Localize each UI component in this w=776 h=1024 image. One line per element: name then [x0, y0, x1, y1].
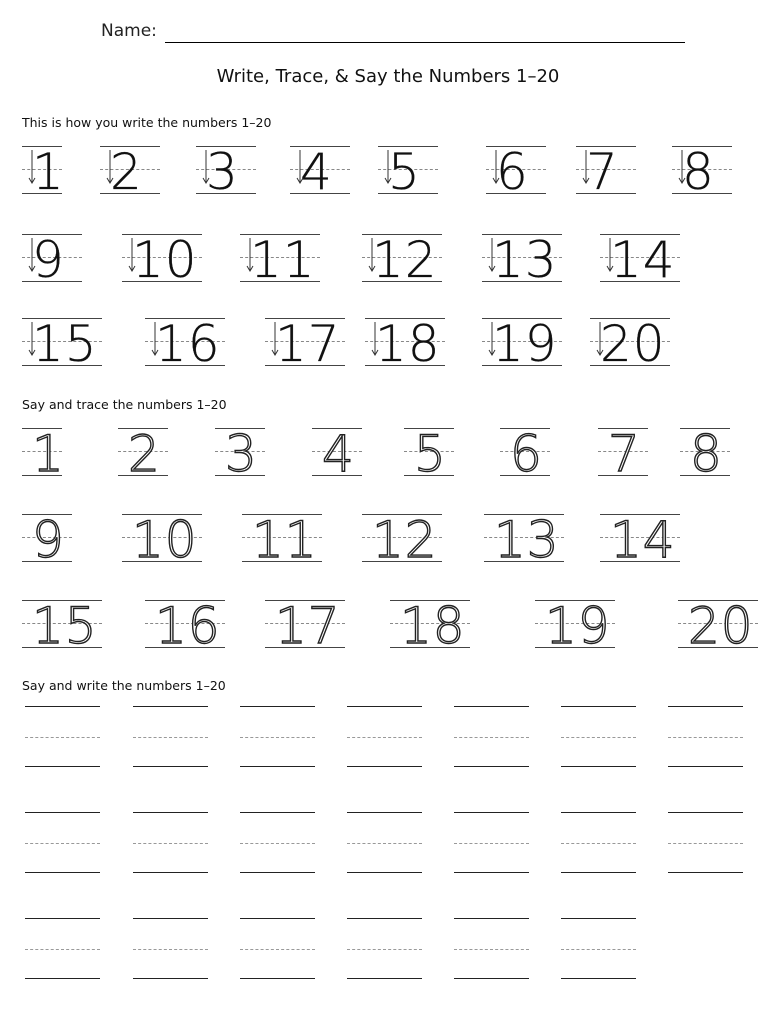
stroke-order-arrow-icon [603, 236, 617, 276]
practice-midline [25, 843, 100, 844]
practice-baseline[interactable] [25, 766, 100, 767]
practice-top-line [347, 918, 422, 919]
trace-number-cell[interactable] [242, 508, 322, 568]
model-number: 19 [492, 315, 558, 373]
practice-midline [25, 949, 100, 950]
model-number: 6 [496, 143, 529, 201]
trace-number-cell[interactable] [22, 594, 102, 654]
trace-number: 15 [32, 597, 98, 655]
practice-midline [347, 949, 422, 950]
model-number-cell [22, 312, 102, 372]
model-number: 10 [132, 231, 198, 289]
trace-number-cell[interactable] [145, 594, 225, 654]
practice-top-line [25, 812, 100, 813]
trace-number: 1 [32, 425, 65, 483]
stroke-order-arrow-icon [25, 148, 39, 188]
model-number-cell [576, 140, 636, 200]
trace-number: 8 [690, 425, 723, 483]
practice-midline [25, 737, 100, 738]
practice-midline [133, 737, 208, 738]
model-number-cell [482, 312, 562, 372]
trace-number: 14 [610, 511, 676, 569]
stroke-order-arrow-icon [243, 236, 257, 276]
trace-number: 7 [608, 425, 641, 483]
practice-top-line [561, 812, 636, 813]
practice-top-line [347, 706, 422, 707]
model-number: 20 [600, 315, 666, 373]
practice-baseline[interactable] [240, 872, 315, 873]
model-number: 5 [388, 143, 421, 201]
practice-baseline[interactable] [347, 978, 422, 979]
model-number: 2 [110, 143, 143, 201]
practice-top-line [240, 706, 315, 707]
practice-top-line [25, 706, 100, 707]
practice-top-line [240, 812, 315, 813]
model-number: 11 [250, 231, 316, 289]
stroke-order-arrow-icon [485, 320, 499, 360]
model-number-cell [145, 312, 225, 372]
trace-number: 20 [688, 597, 754, 655]
trace-number: 13 [494, 511, 560, 569]
practice-top-line [25, 918, 100, 919]
practice-top-line [133, 918, 208, 919]
practice-baseline[interactable] [347, 766, 422, 767]
trace-number: 6 [510, 425, 543, 483]
model-number-cell [378, 140, 438, 200]
practice-midline [240, 737, 315, 738]
trace-number-cell[interactable] [680, 422, 730, 482]
trace-number-cell[interactable] [22, 508, 72, 568]
model-number-cell [365, 312, 445, 372]
model-number-cell [600, 228, 680, 288]
trace-number: 16 [155, 597, 221, 655]
stroke-order-arrow-icon [125, 236, 139, 276]
page-title: Write, Trace, & Say the Numbers 1–20 [216, 66, 560, 87]
trace-number-cell[interactable] [535, 594, 615, 654]
stroke-order-arrow-icon [381, 148, 395, 188]
model-number: 17 [275, 315, 341, 373]
trace-number: 3 [225, 425, 258, 483]
practice-top-line [454, 812, 529, 813]
stroke-order-arrow-icon [148, 320, 162, 360]
stroke-order-arrow-icon [368, 320, 382, 360]
trace-number-cell[interactable] [390, 594, 470, 654]
practice-baseline[interactable] [561, 872, 636, 873]
practice-midline [668, 843, 743, 844]
trace-number: 9 [32, 511, 65, 569]
practice-baseline[interactable] [347, 872, 422, 873]
practice-baseline[interactable] [25, 872, 100, 873]
model-number: 1 [32, 143, 65, 201]
trace-number: 17 [275, 597, 341, 655]
practice-midline [561, 843, 636, 844]
name-input-line[interactable] [165, 42, 685, 43]
trace-number-cell[interactable] [678, 594, 758, 654]
practice-midline [133, 949, 208, 950]
practice-midline [454, 737, 529, 738]
practice-baseline[interactable] [25, 978, 100, 979]
practice-midline [561, 737, 636, 738]
stroke-order-arrow-icon [365, 236, 379, 276]
practice-baseline[interactable] [240, 766, 315, 767]
model-number-cell [100, 140, 160, 200]
trace-number: 11 [252, 511, 318, 569]
practice-midline [133, 843, 208, 844]
practice-top-line [347, 812, 422, 813]
model-number-cell [240, 228, 320, 288]
model-number-cell [196, 140, 256, 200]
stroke-order-arrow-icon [489, 148, 503, 188]
practice-midline [561, 949, 636, 950]
section-heading-trace: Say and trace the numbers 1–20 [22, 397, 227, 412]
practice-top-line [240, 918, 315, 919]
trace-number-cell[interactable] [362, 508, 442, 568]
model-number: 13 [492, 231, 558, 289]
trace-number-cell[interactable] [118, 422, 168, 482]
practice-midline [240, 949, 315, 950]
practice-baseline[interactable] [133, 766, 208, 767]
practice-baseline[interactable] [454, 872, 529, 873]
trace-number-cell[interactable] [600, 508, 680, 568]
trace-number-cell[interactable] [265, 594, 345, 654]
practice-top-line [561, 706, 636, 707]
practice-midline [668, 737, 743, 738]
trace-number-cell[interactable] [215, 422, 265, 482]
stroke-order-arrow-icon [268, 320, 282, 360]
practice-top-line [561, 918, 636, 919]
stroke-order-arrow-icon [485, 236, 499, 276]
stroke-order-arrow-icon [25, 236, 39, 276]
stroke-order-arrow-icon [293, 148, 307, 188]
practice-top-line [133, 706, 208, 707]
practice-midline [240, 843, 315, 844]
stroke-order-arrow-icon [199, 148, 213, 188]
model-number: 12 [372, 231, 438, 289]
name-label: Name: [101, 21, 157, 41]
trace-number-cell[interactable] [312, 422, 362, 482]
practice-baseline[interactable] [561, 766, 636, 767]
trace-number-cell[interactable] [404, 422, 454, 482]
practice-baseline[interactable] [454, 978, 529, 979]
model-number: 18 [375, 315, 441, 373]
practice-top-line [133, 812, 208, 813]
trace-number: 10 [132, 511, 198, 569]
model-number-cell [482, 228, 562, 288]
trace-number: 12 [372, 511, 438, 569]
model-number: 16 [155, 315, 221, 373]
stroke-order-arrow-icon [25, 320, 39, 360]
practice-baseline[interactable] [133, 872, 208, 873]
trace-number: 2 [128, 425, 161, 483]
trace-number: 19 [545, 597, 611, 655]
practice-baseline[interactable] [668, 872, 743, 873]
trace-number-cell[interactable] [598, 422, 648, 482]
model-number-cell [290, 140, 350, 200]
stroke-order-arrow-icon [103, 148, 117, 188]
model-number: 7 [586, 143, 619, 201]
model-number-cell [122, 228, 202, 288]
trace-number-cell[interactable] [484, 508, 564, 568]
model-number-cell [22, 140, 65, 201]
model-number: 15 [32, 315, 98, 373]
practice-top-line [454, 918, 529, 919]
stroke-order-arrow-icon [593, 320, 607, 360]
section-heading-write: This is how you write the numbers 1–20 [22, 115, 272, 130]
model-number-cell [672, 140, 732, 200]
section-heading-say-write: Say and write the numbers 1–20 [22, 678, 226, 693]
model-number: 4 [300, 143, 333, 201]
stroke-order-arrow-icon [675, 148, 689, 188]
practice-baseline[interactable] [133, 978, 208, 979]
model-number-cell [265, 312, 345, 372]
practice-midline [454, 843, 529, 844]
model-number-cell [22, 228, 82, 288]
trace-number: 18 [400, 597, 466, 655]
practice-midline [347, 843, 422, 844]
practice-midline [347, 737, 422, 738]
model-number: 9 [32, 231, 65, 289]
practice-baseline[interactable] [240, 978, 315, 979]
practice-top-line [454, 706, 529, 707]
practice-top-line [668, 812, 743, 813]
trace-number: 4 [322, 425, 355, 483]
trace-number-cell[interactable] [500, 422, 550, 482]
trace-number-cell[interactable] [22, 422, 65, 483]
practice-midline [454, 949, 529, 950]
stroke-order-arrow-icon [579, 148, 593, 188]
trace-number: 5 [414, 425, 447, 483]
practice-top-line [668, 706, 743, 707]
model-number-cell [486, 140, 546, 200]
model-number: 8 [682, 143, 715, 201]
practice-baseline[interactable] [561, 978, 636, 979]
model-number: 14 [610, 231, 676, 289]
model-number: 3 [206, 143, 239, 201]
practice-baseline[interactable] [668, 766, 743, 767]
model-number-cell [362, 228, 442, 288]
trace-number-cell[interactable] [122, 508, 202, 568]
practice-baseline[interactable] [454, 766, 529, 767]
model-number-cell [590, 312, 670, 372]
